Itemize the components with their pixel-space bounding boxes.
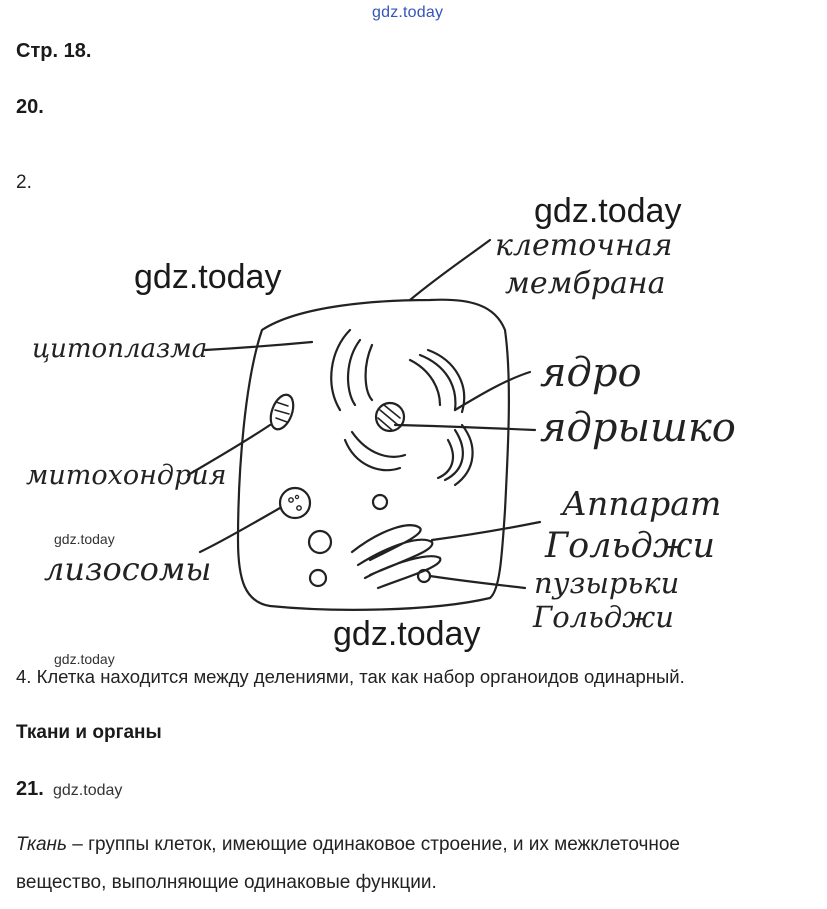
- er-arc-right: [410, 350, 464, 412]
- watermark-large-1: gdz.today: [534, 192, 682, 230]
- er-arc-left: [331, 330, 372, 410]
- cell-outline: [238, 300, 509, 610]
- leader-lysosomes: [200, 508, 280, 552]
- label-lysosomes: лизосомы: [44, 550, 212, 588]
- definition-line-2: вещество, выполняющие одинаковые функции.: [16, 872, 437, 893]
- label-membrane-line1: клеточная: [495, 228, 673, 263]
- label-mitochondria: митохондрия: [26, 460, 227, 491]
- definition-line-1: [16, 834, 680, 856]
- label-membrane-line2: мембрана: [505, 266, 666, 301]
- task-number-20: 20.: [16, 96, 44, 118]
- watermark-small-1: gdz.today: [54, 531, 115, 547]
- label-vesicles-line1: пузырьки: [534, 566, 680, 600]
- task-number-21: 21.: [16, 778, 44, 800]
- leader-golgi: [432, 522, 540, 540]
- watermark-large-2: gdz.today: [134, 258, 282, 296]
- watermark-small-2: gdz.today: [54, 651, 115, 667]
- golgi-shape: [352, 525, 440, 588]
- label-nucleus: ядро: [540, 350, 642, 396]
- definition-term: Ткань: [16, 834, 67, 855]
- vesicle-1: [373, 495, 387, 509]
- label-nucleolus: ядрышко: [540, 405, 736, 451]
- label-golgi-line1: Аппарат: [562, 484, 722, 523]
- section-title: Ткани и органы: [16, 722, 162, 743]
- watermark-large-3: gdz.today: [333, 615, 481, 653]
- er-arc-bottom-right: [438, 425, 473, 485]
- nucleolus-hatch: [378, 405, 400, 430]
- label-golgi-line2: Гольджи: [545, 526, 716, 566]
- vesicle-2: [309, 531, 331, 553]
- item-4-text: 4. Клетка находится между делениями, так как набор органоидов одинарный.: [16, 666, 685, 687]
- er-arc-bottom-left: [345, 432, 405, 470]
- mitochondrion-cristae: [275, 402, 289, 422]
- leader-nucleus: [455, 372, 530, 410]
- watermark-small-3: gdz.today: [53, 782, 123, 799]
- lysosome-shape: [280, 488, 310, 518]
- label-cytoplasm: цитоплазма: [32, 334, 208, 364]
- label-vesicles-line2: Гольджи: [533, 600, 674, 634]
- item-number-2: 2.: [16, 172, 32, 193]
- leader-membrane: [410, 240, 490, 300]
- definition-text-1: – группы клеток, имеющие одинаковое строение, и их межклеточное: [66, 834, 680, 855]
- vesicle-3: [310, 570, 326, 586]
- watermark-top: gdz.today: [372, 4, 444, 21]
- leader-vesicles: [430, 576, 525, 588]
- page-label: Стр. 18.: [16, 40, 92, 62]
